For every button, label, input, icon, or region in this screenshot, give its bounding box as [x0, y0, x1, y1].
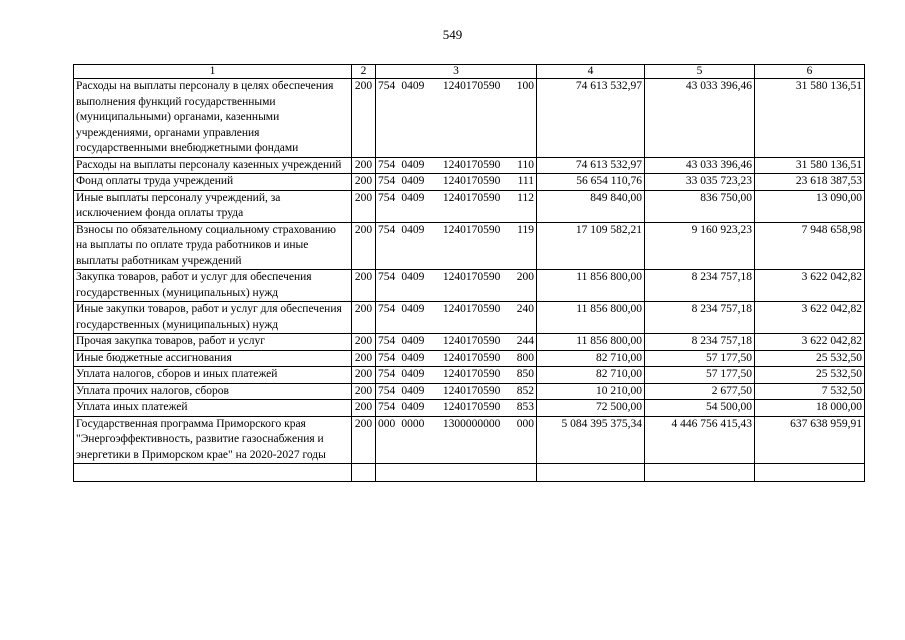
code-segment-3: 1240170590: [442, 303, 501, 315]
row-code-2: 200: [352, 334, 376, 351]
code-segment-4: 119: [517, 223, 534, 236]
row-value-5: 43 033 396,46: [645, 157, 755, 174]
row-code-3: [376, 334, 537, 351]
row-code-3: [376, 416, 537, 464]
code-segment-2: 0409: [401, 223, 425, 236]
row-code-2: 200: [352, 367, 376, 384]
row-value-6: 3 622 042,82: [755, 270, 865, 302]
row-code-3: [376, 302, 537, 334]
row-value-4: 11 856 800,00: [537, 302, 645, 334]
code-segment-3: 1240170590: [442, 158, 501, 171]
row-name: Расходы на выплаты персоналу казенных учреждений: [74, 157, 352, 174]
row-value-5: 4 446 756 415,43: [645, 416, 755, 464]
empty-cell: [376, 464, 537, 482]
code-segment-2: 0409: [401, 351, 425, 364]
row-value-6: 3 622 042,82: [755, 302, 865, 334]
row-value-5: 2 677,50: [645, 383, 755, 400]
row-value-4: 72 500,00: [537, 400, 645, 417]
code-segment-4: 240: [516, 303, 534, 315]
row-code-2: 200: [352, 270, 376, 302]
code-segment-2: 0000: [401, 417, 425, 430]
row-code-3: [376, 157, 537, 174]
row-value-6: 18 000,00: [755, 400, 865, 417]
code-segment-4: 244: [516, 335, 534, 347]
code-segment-3: 1240170590: [442, 401, 501, 413]
header-col-1: 1: [74, 65, 352, 79]
code-segment-1: 754: [378, 368, 396, 380]
code-segment-2: 0409: [401, 80, 425, 92]
code-segment-1: 754: [378, 384, 396, 397]
row-code-2: 200: [352, 157, 376, 174]
code-segment-3: 1240170590: [442, 384, 501, 397]
table-body: [74, 79, 865, 482]
row-value-4: 17 109 582,21: [537, 222, 645, 270]
code-segment-2: 0409: [401, 368, 425, 380]
row-name: Уплата иных платежей: [74, 400, 352, 417]
row-code-2: 200: [352, 416, 376, 464]
row-value-6: 25 532,50: [755, 367, 865, 384]
code-segment-4: 850: [516, 368, 534, 380]
code-segment-4: 110: [517, 158, 534, 171]
table-row: [74, 416, 865, 464]
row-code-3: [376, 367, 537, 384]
row-code-3: [376, 400, 537, 417]
code-segment-2: 0409: [401, 401, 425, 413]
code-segment-1: 754: [378, 80, 396, 92]
row-value-4: 849 840,00: [537, 190, 645, 222]
code-segment-2: 0409: [401, 384, 425, 397]
code-segment-3: 1240170590: [442, 351, 501, 364]
code-segment-4: 853: [516, 401, 534, 413]
code-segment-2: 0409: [401, 335, 425, 347]
page-number: 549: [442, 27, 463, 42]
row-value-6: 7 948 658,98: [755, 222, 865, 270]
table-row: [74, 400, 865, 417]
row-value-6: 3 622 042,82: [755, 334, 865, 351]
row-value-6: 25 532,50: [755, 350, 865, 367]
code-segment-3: 1240170590: [442, 175, 501, 187]
code-segment-2: 0409: [401, 175, 425, 187]
row-value-5: 9 160 923,23: [645, 222, 755, 270]
code-segment-1: 754: [378, 351, 396, 364]
table-row: [74, 302, 865, 334]
table-row: [74, 270, 865, 302]
code-segment-4: 200: [516, 271, 534, 283]
table-row-empty: [74, 464, 865, 482]
empty-cell: [74, 464, 352, 482]
row-code-2: 200: [352, 174, 376, 191]
code-segment-1: 754: [378, 158, 396, 171]
row-value-6: 7 532,50: [755, 383, 865, 400]
header-col-4: 4: [537, 65, 645, 79]
row-value-4: 82 710,00: [537, 350, 645, 367]
row-code-3: [376, 174, 537, 191]
code-segment-4: 111: [517, 175, 534, 187]
row-code-3: [376, 79, 537, 158]
table-row: [74, 174, 865, 191]
empty-cell: [352, 464, 376, 482]
row-value-5: 43 033 396,46: [645, 79, 755, 158]
row-name: Фонд оплаты труда учреждений: [74, 174, 352, 191]
table-row: [74, 222, 865, 270]
budget-table: [73, 64, 865, 482]
row-value-5: 57 177,50: [645, 350, 755, 367]
row-name: Иные бюджетные ассигнования: [74, 350, 352, 367]
row-value-5: 57 177,50: [645, 367, 755, 384]
code-segment-3: 1240170590: [442, 223, 501, 236]
row-value-5: 8 234 757,18: [645, 302, 755, 334]
table-header: [74, 65, 865, 79]
table-row: [74, 383, 865, 400]
code-segment-1: 754: [378, 303, 396, 315]
row-value-5: 836 750,00: [645, 190, 755, 222]
row-value-6: 31 580 136,51: [755, 157, 865, 174]
header-col-2: 2: [352, 65, 376, 79]
code-segment-4: 852: [516, 384, 534, 397]
row-code-3: [376, 222, 537, 270]
row-value-4: 11 856 800,00: [537, 334, 645, 351]
code-segment-2: 0409: [401, 303, 425, 315]
code-segment-1: 754: [378, 223, 396, 236]
table-row: [74, 367, 865, 384]
code-segment-3: 1240170590: [442, 271, 501, 283]
code-segment-3: 1240170590: [442, 368, 501, 380]
row-name: Уплата прочих налогов, сборов: [74, 383, 352, 400]
empty-cell: [645, 464, 755, 482]
row-code-2: 200: [352, 302, 376, 334]
code-segment-3: 1240170590: [442, 335, 501, 347]
row-value-5: 8 234 757,18: [645, 270, 755, 302]
code-segment-1: 000: [378, 417, 396, 430]
code-segment-4: 100: [516, 80, 534, 92]
row-name: Иные закупки товаров, работ и услуг для обеспечения государственных (муниципальных) нужд: [74, 302, 352, 334]
row-name: Уплата налогов, сборов и иных платежей: [74, 367, 352, 384]
code-segment-1: 754: [378, 191, 396, 204]
row-value-6: 23 618 387,53: [755, 174, 865, 191]
row-code-3: [376, 270, 537, 302]
row-value-4: 74 613 532,97: [537, 79, 645, 158]
row-code-2: 200: [352, 190, 376, 222]
code-segment-4: 112: [517, 191, 534, 204]
table-row: [74, 157, 865, 174]
row-code-3: [376, 190, 537, 222]
code-segment-1: 754: [378, 401, 396, 413]
row-code-2: 200: [352, 79, 376, 158]
row-name: Государственная программа Приморского края "Энергоэффективность, развитие газоснабжения и энергетики в Приморском крае" на 2020-2027 годы: [74, 416, 352, 464]
table-row: [74, 190, 865, 222]
table-row: [74, 334, 865, 351]
table-row: [74, 350, 865, 367]
row-code-2: 200: [352, 400, 376, 417]
row-code-2: 200: [352, 222, 376, 270]
row-code-3: [376, 350, 537, 367]
code-segment-3: 1300000000: [442, 417, 501, 430]
code-segment-1: 754: [378, 175, 396, 187]
code-segment-2: 0409: [401, 191, 425, 204]
row-value-5: 54 500,00: [645, 400, 755, 417]
row-value-4: 82 710,00: [537, 367, 645, 384]
code-segment-2: 0409: [401, 271, 425, 283]
row-name: Расходы на выплаты персоналу в целях обеспечения выполнения функций государственными (муниципальными) органами, казенными учреждениями, органами управления государственными внебюджетными фондами: [74, 79, 352, 158]
row-value-5: 33 035 723,23: [645, 174, 755, 191]
empty-cell: [755, 464, 865, 482]
row-name: Закупка товаров, работ и услуг для обеспечения государственных (муниципальных) нужд: [74, 270, 352, 302]
row-name: Иные выплаты персоналу учреждений, за исключением фонда оплаты труда: [74, 190, 352, 222]
code-segment-2: 0409: [401, 158, 425, 171]
row-code-2: 200: [352, 383, 376, 400]
code-segment-4: 800: [516, 351, 534, 364]
header-col-3: 3: [376, 65, 537, 79]
code-segment-1: 754: [378, 335, 396, 347]
row-value-6: 13 090,00: [755, 190, 865, 222]
empty-cell: [537, 464, 645, 482]
row-name: Взносы по обязательному социальному страхованию на выплаты по оплате труда работников и иные выплаты работникам учреждений: [74, 222, 352, 270]
row-value-5: 8 234 757,18: [645, 334, 755, 351]
header-col-5: 5: [645, 65, 755, 79]
row-value-4: 5 084 395 375,34: [537, 416, 645, 464]
row-value-6: 31 580 136,51: [755, 79, 865, 158]
row-value-4: 74 613 532,97: [537, 157, 645, 174]
row-code-2: 200: [352, 350, 376, 367]
code-segment-4: 000: [516, 417, 534, 430]
row-code-3: [376, 383, 537, 400]
row-value-4: 56 654 110,76: [537, 174, 645, 191]
row-value-6: 637 638 959,91: [755, 416, 865, 464]
row-name: Прочая закупка товаров, работ и услуг: [74, 334, 352, 351]
table-row: [74, 79, 865, 158]
code-segment-1: 754: [378, 271, 396, 283]
code-segment-3: 1240170590: [442, 191, 501, 204]
row-value-4: 11 856 800,00: [537, 270, 645, 302]
header-col-6: 6: [755, 65, 865, 79]
row-value-4: 10 210,00: [537, 383, 645, 400]
code-segment-3: 1240170590: [442, 80, 501, 92]
